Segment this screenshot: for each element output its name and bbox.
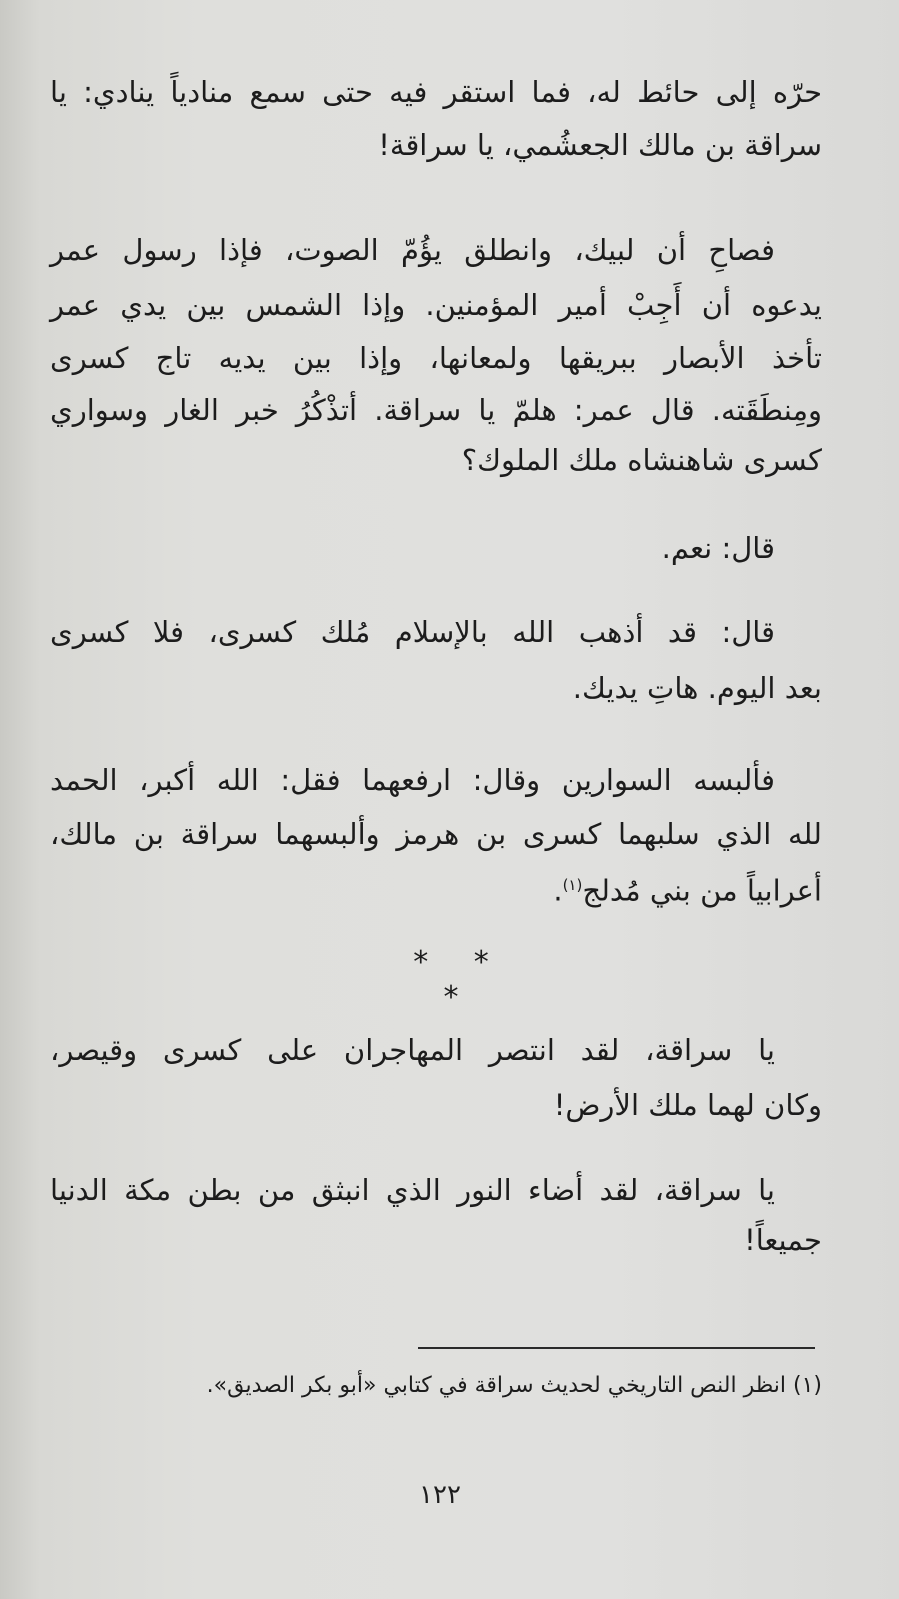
text-span: . (553, 873, 563, 908)
text-line (50, 860, 822, 910)
text-line: فصاحِ أن لبيك، وانطلق يؤُمّ الصوت، فإذا رسول عمر (50, 233, 775, 267)
page-number: ١٢٢ (419, 1480, 461, 1510)
text-line: ومِنطَقَته. قال عمر: هلمّ يا سراقة. أتذْكُرُ خبر الغار وسواري (50, 393, 822, 427)
text-line: قال: قد أذهب الله بالإسلام مُلك كسرى، فلا كسرى (50, 615, 775, 649)
text-line: لله الذي سلبهما كسرى بن هرمز وألبسهما سراقة بن مالك، (50, 817, 822, 851)
text-line: سراقة بن مالك الجعشُمي، يا سراقة! (378, 128, 822, 162)
text-line: تأخذ الأبصار ببريقها ولمعانها، وإذا بين يديه تاج كسرى (50, 341, 822, 375)
section-separator: * * * (413, 945, 507, 1015)
text-line: قال: نعم. (661, 531, 775, 565)
text-line: كسرى شاهنشاه ملك الملوك؟ (461, 443, 822, 477)
text-line: يا سراقة، لقد انتصر المهاجران على كسرى وقيصر، (50, 1033, 775, 1067)
footnote-reference[interactable]: (١) (562, 876, 583, 894)
text-line: بعد اليوم. هاتِ يديك. (572, 671, 822, 705)
text-span: أعرابياً من بني مُدلج (582, 873, 822, 908)
text-line: حرّه إلى حائط له، فما استقر فيه حتى سمع منادياً ينادي: يا (50, 75, 822, 109)
text-line: فألبسه السوارين وقال: ارفعهما فقل: الله أكبر، الحمد (50, 763, 775, 797)
text-line: جميعاً! (744, 1223, 822, 1257)
footnote-divider (418, 1347, 815, 1349)
footnote: (١) انظر النص التاريخي لحديث سراقة في كتابي «أبو بكر الصديق». (206, 1373, 822, 1398)
text-line: وكان لهما ملك الأرض! (553, 1088, 822, 1122)
text-line: يدعوه أن أَجِبْ أمير المؤمنين. وإذا الشمس بين يدي عمر (50, 288, 822, 322)
text-line: يا سراقة، لقد أضاء النور الذي انبثق من بطن مكة الدنيا (50, 1173, 775, 1207)
